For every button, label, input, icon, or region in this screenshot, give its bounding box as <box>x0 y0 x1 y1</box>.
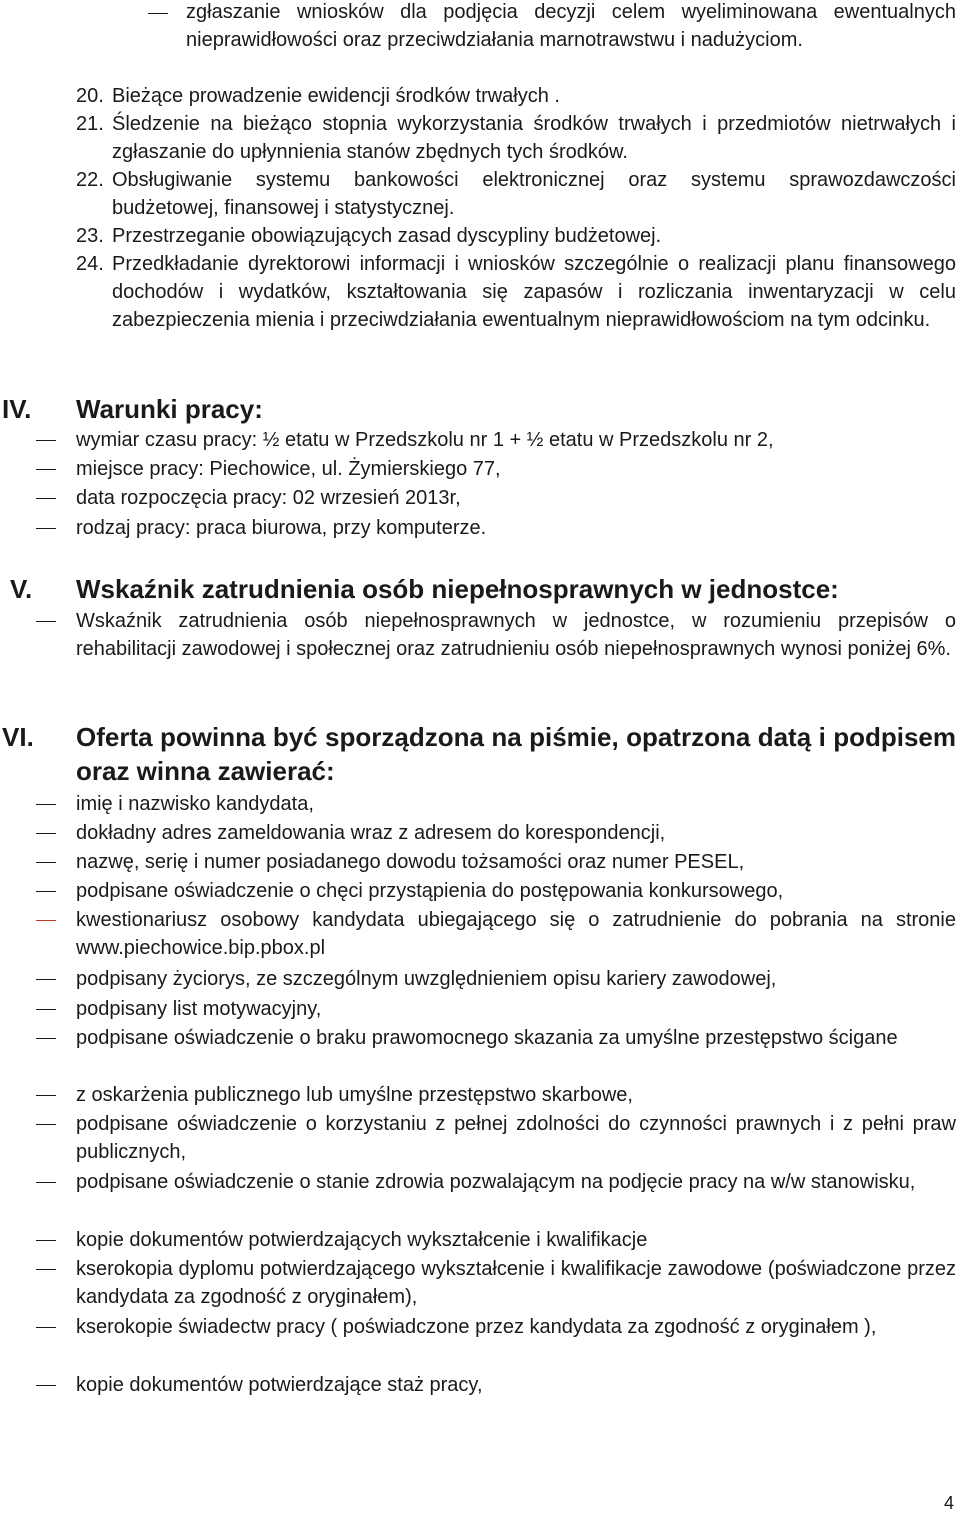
dash-bullet <box>36 1009 56 1010</box>
dash-bullet <box>148 13 168 14</box>
section-number: IV. <box>2 394 32 424</box>
list-item-text: podpisane oświadczenie o stanie zdrowia pozwalającym na podjęcie pracy na w/w stanowisku, <box>76 1171 916 1193</box>
list-item-text: podpisane oświadczenie o chęci przystąpienia do postępowania konkursowego, <box>76 880 784 902</box>
dash-bullet <box>36 1327 56 1328</box>
list-item-text: podpisane oświadczenie o korzystaniu z pełnej zdolności do czynności prawnych i z pełni praw publicznych, <box>76 1113 956 1163</box>
section-number: V. <box>10 574 33 604</box>
list-item-text: kopie dokumentów potwierdzające staż pracy, <box>76 1374 483 1396</box>
dash-bullet <box>36 498 56 499</box>
item-number: 22. <box>76 169 104 191</box>
item-text: Śledzenie na bieżąco stopnia wykorzystania środków trwałych i przedmiotów nietrwałych i zgłaszanie do upłynnienia stanów zbędnych tych środków. <box>112 113 956 163</box>
item-text: Bieżące prowadzenie ewidencji środków trwałych . <box>112 85 560 107</box>
list-item-text: podpisany list motywacyjny, <box>76 998 322 1020</box>
item-text: Przedkładanie dyrektorowi informacji i wniosków szczególnie o realizacji planu finansowego dochodów i wydatków, kształtowania się zapasów i rozliczania inwentaryzacji w celu zabezpieczenia mienia i przeciwdziałania ewentualnym nieprawidłowościom na tym odcinku. <box>112 253 956 331</box>
list-item-text: data rozpoczęcia pracy: 02 wrzesień 2013r, <box>76 487 461 509</box>
item-number: 21. <box>76 113 104 135</box>
dash-bullet <box>36 469 56 470</box>
dash-bullet <box>36 621 56 622</box>
item-text: Obsługiwanie systemu bankowości elektronicznej oraz systemu sprawozdawczości budżetowej, finansowej i statystycznej. <box>112 169 956 219</box>
dash-bullet <box>36 1095 56 1096</box>
dash-bullet <box>36 1124 56 1125</box>
dash-bullet <box>36 920 56 921</box>
item-text: Przestrzeganie obowiązujących zasad dyscypliny budżetowej. <box>112 225 662 247</box>
dash-bullet <box>36 1182 56 1183</box>
item-number: 23. <box>76 225 104 247</box>
list-item-text: kserokopia dyplomu potwierdzającego wykształcenie i kwalifikacje zawodowe (poświadczone przez kandydata za zgodność z oryginałem), <box>76 1258 956 1308</box>
dash-bullet <box>36 1385 56 1386</box>
list-item-text: miejsce pracy: Piechowice, ul. Żymierskiego 77, <box>76 458 501 480</box>
section-title: Oferta powinna być sporządzona na piśmie, opatrzona datą i podpisem oraz winna zawierać: <box>76 722 956 786</box>
dash-bullet <box>36 979 56 980</box>
dash-bullet <box>36 528 56 529</box>
dash-bullet <box>36 1038 56 1039</box>
list-item-text: imię i nazwisko kandydata, <box>76 793 314 815</box>
item-number: 24. <box>76 253 104 275</box>
item-number: 20. <box>76 85 104 107</box>
section-title: Warunki pracy: <box>76 394 263 424</box>
list-item-text: kwestionariusz osobowy kandydata ubiegającego się o zatrudnienie do pobrania na stronie www.piechowice.bip.pbox.pl <box>76 909 956 959</box>
list-item-text: z oskarżenia publicznego lub umyślne przestępstwo skarbowe, <box>76 1084 633 1106</box>
dash-bullet <box>36 833 56 834</box>
list-item-text: dokładny adres zameldowania wraz z adresem do korespondencji, <box>76 822 666 844</box>
dash-bullet <box>36 891 56 892</box>
list-item-text: wymiar czasu pracy: ½ etatu w Przedszkolu nr 1 + ½ etatu w Przedszkolu nr 2, <box>76 429 774 451</box>
list-item-text: kserokopie świadectw pracy ( poświadczone przez kandydata za zgodność z oryginałem ), <box>76 1316 877 1338</box>
dash-bullet <box>36 1240 56 1241</box>
list-item-text: podpisane oświadczenie o braku prawomocnego skazania za umyślne przestępstwo ścigane <box>76 1027 898 1049</box>
dash-bullet <box>36 440 56 441</box>
dash-bullet <box>36 862 56 863</box>
top-item-text: zgłaszanie wniosków dla podjęcia decyzji celem wyeliminowana ewentualnych nieprawidłowości oraz przeciwdziałania marnotrawstwu i nadużyciom. <box>186 1 956 51</box>
section-title: Wskaźnik zatrudnienia osób niepełnosprawnych w jednostce: <box>76 574 839 604</box>
list-item-text: nazwę, serię i numer posiadanego dowodu tożsamości oraz numer PESEL, <box>76 851 745 873</box>
list-item-text: Wskaźnik zatrudnienia osób niepełnosprawnych w jednostce, w rozumieniu przepisów o rehabilitacji zawodowej i społecznej oraz zatrudnieniu osób niepełnosprawnych wynosi poniżej 6%. <box>76 610 956 660</box>
page-number: 4 <box>943 1493 954 1513</box>
dash-bullet <box>36 804 56 805</box>
list-item-text: rodzaj pracy: praca biurowa, przy komputerze. <box>76 517 487 539</box>
section-number: VI. <box>2 722 34 752</box>
list-item-text: kopie dokumentów potwierdzających wykształcenie i kwalifikacje <box>76 1229 648 1251</box>
dash-bullet <box>36 1269 56 1270</box>
list-item-text: podpisany życiorys, ze szczególnym uwzględnieniem opisu kariery zawodowej, <box>76 968 777 990</box>
